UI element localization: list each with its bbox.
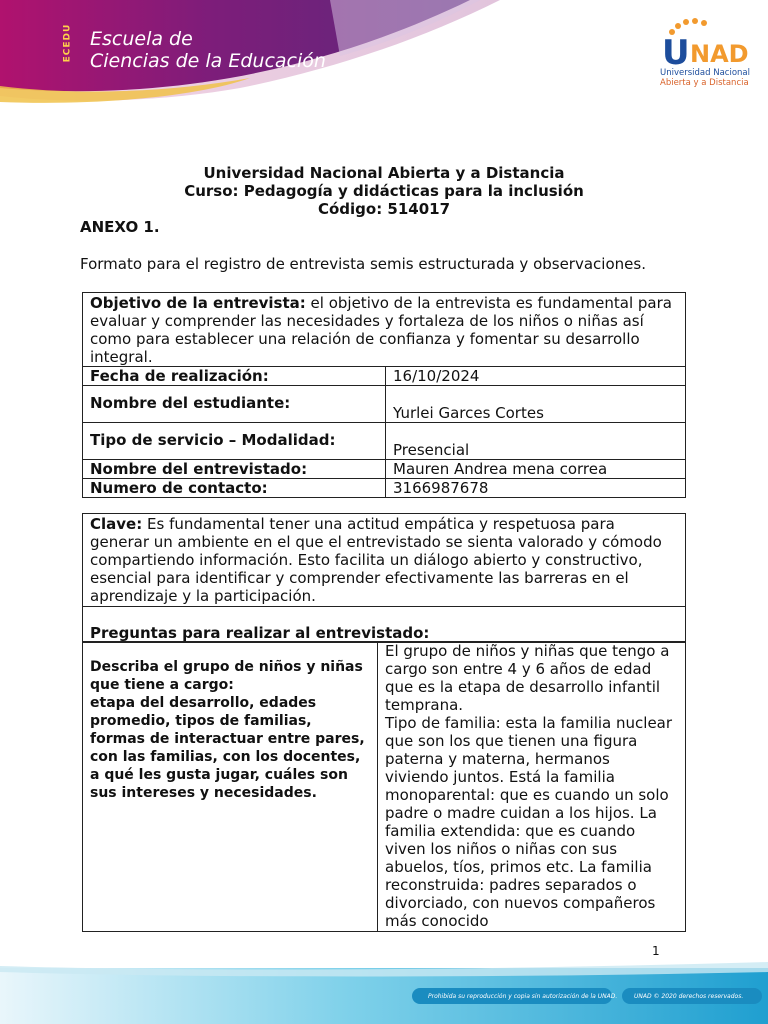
clave-text: Es fundamental tener una actitud empática y respetuosa para generar un ambiente en el que el entrevistado se sienta valorado y cómodo compartiendo información. Esto facilita un diálogo abierto y constructivo, esencial para identificar y comprender efectivamente las barreras en el aprendizaje y la participación. <box>90 515 662 605</box>
clave-table <box>82 513 686 643</box>
clave-row <box>83 514 686 607</box>
fecha-label: Fecha de realización: <box>83 367 386 386</box>
interview-info-table <box>82 292 686 498</box>
contacto-value: 3166987678 <box>386 479 686 498</box>
university-title: Universidad Nacional Abierta y a Distancia <box>203 164 565 182</box>
entrevistado-row <box>83 460 686 479</box>
preguntas-row <box>83 607 686 643</box>
page-number: 1 <box>652 944 660 958</box>
school-line-1: Escuela de <box>90 28 193 50</box>
contacto-label: Numero de contacto: <box>83 479 386 498</box>
document-titles <box>0 164 768 218</box>
question-prompt: Describa el grupo de niños y niñas que tiene a cargo: <box>90 659 363 693</box>
entrevistado-label: Nombre del entrevistado: <box>83 460 386 479</box>
formato-description: Formato para el registro de entrevista semis estructurada y observaciones. <box>80 255 646 273</box>
ecedu-label: ECEDU <box>62 23 73 63</box>
contacto-row <box>83 479 686 498</box>
clave-cell <box>83 514 686 607</box>
logo-subtitle <box>660 68 768 88</box>
school-line-2: Ciencias de la Educación <box>90 50 326 72</box>
answer-paragraph-2: Tipo de familia: esta la familia nuclear que son los que tienen una figura paterna y materna, hermanos viviendo juntos. Está la familia monoparental: que es cuando un solo padre o madre cuidan a los hijos. La familia extendida: que es cuando viven los niños o niñas con sus abuelos, tíos, primos etc. La familia reconstruida: padres separados o divorciado, con nuevos compañeros más conocido <box>385 714 673 930</box>
servicio-label: Tipo de servicio – Modalidad: <box>83 423 386 460</box>
question-row <box>83 642 686 932</box>
fecha-value: 16/10/2024 <box>386 367 686 386</box>
objetivo-cell <box>83 293 686 367</box>
objetivo-label: Objetivo de la entrevista: <box>90 294 306 312</box>
header-banner <box>0 0 768 110</box>
logo-sub-line-2: Abierta y a Distancia <box>660 78 749 88</box>
question-detail: etapa del desarrollo, edades promedio, tipos de familias, formas de interactuar entre pares, con las familias, con los docentes, a qué les gusta jugar, cuáles son sus intereses y necesidades. <box>90 695 365 801</box>
question-cell <box>83 642 378 932</box>
questions-table <box>82 641 686 932</box>
objetivo-text: el objetivo de la entrevista es fundamental para evaluar y comprender las necesidades y fortaleza de los niños o niñas así como para establecer una relación de confianza y fomentar su desarrollo integral. <box>90 294 672 366</box>
answer-cell <box>378 642 686 932</box>
clave-label: Clave: <box>90 515 143 533</box>
servicio-row <box>83 423 686 460</box>
footer-rights: UNAD © 2020 derechos reservados. <box>634 993 744 1000</box>
ecedu-tag <box>62 18 84 70</box>
estudiante-label: Nombre del estudiante: <box>83 386 386 423</box>
course-code: Código: 514017 <box>317 200 451 218</box>
estudiante-row <box>83 386 686 423</box>
entrevistado-value: Mauren Andrea mena correa <box>386 460 686 479</box>
unad-logo-icon <box>660 18 760 68</box>
logo-sub-line-1: Universidad Nacional <box>660 68 750 78</box>
estudiante-value: Yurlei Garces Cortes <box>386 386 686 423</box>
course-title: Curso: Pedagogía y didácticas para la inclusión <box>184 182 584 200</box>
svg-text:U: U <box>662 33 690 68</box>
anexo-heading: ANEXO 1. <box>80 218 160 236</box>
objetivo-row <box>83 293 686 367</box>
footer-copyright-notice: Prohibida su reproducción y copia sin autorización de la UNAD. <box>428 993 618 1000</box>
answer-paragraph-1: El grupo de niños y niñas que tengo a cargo son entre 4 y 6 años de edad que es la etapa de desarrollo infantil temprana. <box>385 642 670 714</box>
servicio-value: Presencial <box>386 423 686 460</box>
fecha-row <box>83 367 686 386</box>
preguntas-heading: Preguntas para realizar al entrevistado: <box>83 607 686 643</box>
svg-text:NAD: NAD <box>690 40 749 68</box>
school-name <box>90 28 326 72</box>
